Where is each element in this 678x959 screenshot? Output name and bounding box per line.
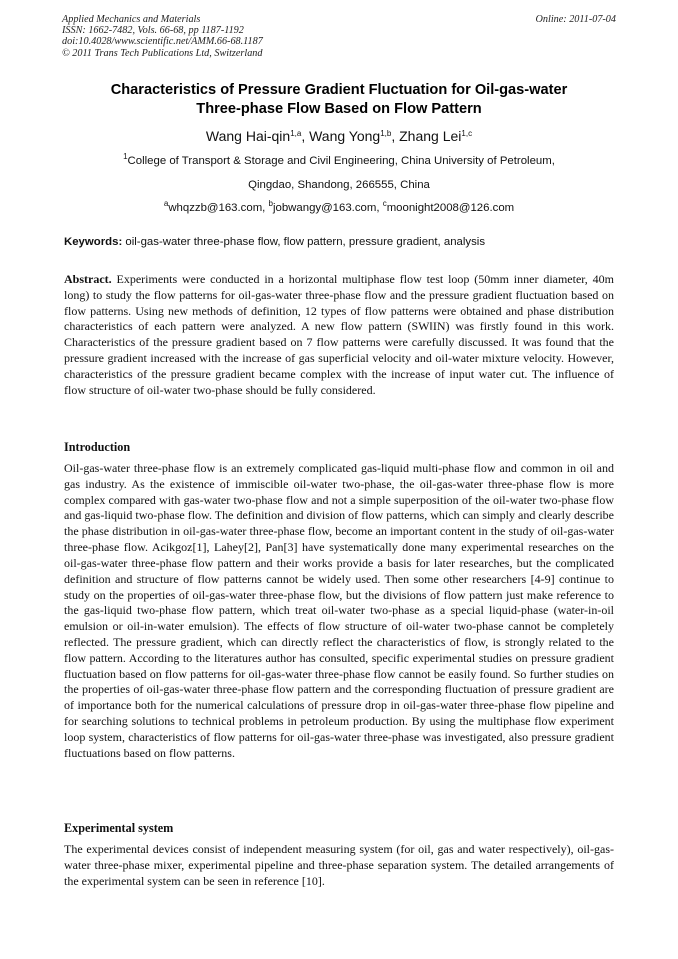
abstract-label: Abstract.	[64, 272, 112, 286]
author-3-name: Zhang Lei	[399, 128, 462, 144]
abstract	[64, 272, 614, 399]
email-list	[62, 201, 616, 216]
email-a-marker: a	[163, 199, 169, 208]
author-2-affil: 1,b	[380, 129, 392, 138]
email-b[interactable]: jobwangy@163.com,	[272, 202, 383, 214]
email-c-marker: c	[382, 199, 387, 208]
affiliation-line-1	[62, 154, 616, 169]
email-b-marker: b	[268, 199, 273, 208]
author-1-affil: 1,a	[290, 129, 302, 138]
author-separator: ,	[391, 128, 400, 144]
affiliation-marker: 1	[123, 152, 128, 161]
keywords-text: oil-gas-water three-phase flow, flow pattern, pressure gradient, analysis	[122, 236, 486, 248]
journal-header	[62, 14, 263, 59]
keywords-label: Keywords:	[64, 236, 123, 248]
online-date: Online: 2011-07-04	[535, 14, 616, 25]
keywords	[64, 235, 616, 250]
introduction-text: Oil-gas-water three-phase flow is an extremely complicated gas-liquid multi-phase flow and common in oil and gas industry. As the existence of immiscible oil-water two-phase, the oil-gas-water three-phase flow is more complex compared with gas-water two-phase flow and not a simple superposition of the oil-water two-phase flow and gas-liquid two-phase flow. The definition and division of flow patterns, which can simply and clearly describe the phase distribution in oil-gas-water three-phase flow, become an important content in the study of oil-gas-water three-phase flow. Acikgoz[1], Lahey[2], Pan[3] have systematically done many experimental researches on the oil-gas-water three-phase flow pattern and their works provide a basis for later researches, but the complicated definition and structure of flow patterns cannot be widely used. Then some other researchers [4-9] continue to study on the properties of oil-gas-water three-phase flow, but the divisions of flow pattern just make reference to the gas-liquid two-phase flow pattern, which treat oil-water two-phase as a special liquid-phase (water-in-oil emulsion or oil-in-water emulsion). The effects of flow structure of oil-water two-phase cannot be completely reflected. The pressure gradient, which can directly reflect the characteristics of flow, is strongly related to the flow pattern. According to the literatures author has consulted, specific experimental studies on pressure gradient fluctuation based on flow patterns for oil-gas-water three-phase flow cannot be easily found. So further studies on the properties of oil-gas-water three-phase flow pattern and the corresponding fluctuation of pressure gradient are of importance both for the numerical calculations of pressure drop in oil-gas-water three-phase flow pipeline and for searching solutions to technical problems in petroleum production. By using the multiphase flow experiment loop system, characteristics of flow patterns for oil-gas-water three-phase was investigated, also pressure gradient fluctuations based on flow patterns.	[64, 461, 614, 760]
affiliation-text-1: College of Transport & Storage and Civil Engineering, China University of Petroleum,	[127, 155, 555, 167]
author-separator: ,	[301, 128, 310, 144]
introduction-heading: Introduction	[64, 440, 131, 454]
affiliation-line-2: Qingdao, Shandong, 266555, China	[248, 179, 430, 191]
email-a[interactable]: whqzzb@163.com,	[168, 202, 269, 214]
experimental-text: The experimental devices consist of independent measuring system (for oil, gas and water respectively), oil-gas-water three-phase mixer, experimental pipeline and three-phase separation system. The detailed arrangements of the experimental system can be seen in reference [10].	[64, 842, 614, 888]
author-list	[62, 127, 616, 145]
email-c[interactable]: moonight2008@126.com	[386, 202, 515, 214]
author-3-affil: 1,c	[461, 129, 473, 138]
title-line-2: Three-phase Flow Based on Flow Pattern	[196, 101, 482, 117]
author-2-name: Wang Yong	[309, 128, 381, 144]
copyright-line: © 2011 Trans Tech Publications Ltd, Switzerland	[62, 47, 263, 59]
experimental-heading: Experimental system	[64, 821, 174, 835]
issn-line: ISSN: 1662-7482, Vols. 66-68, pp 1187-1192	[62, 25, 244, 37]
title-line-1: Characteristics of Pressure Gradient Fluctuation for Oil-gas-water	[110, 82, 568, 98]
paper-title	[62, 81, 616, 119]
author-1-name: Wang Hai-qin	[205, 128, 291, 144]
doi-line: doi:10.4028/www.scientific.net/AMM.66-68.1187	[62, 36, 263, 48]
abstract-text: Experiments were conducted in a horizontal multiphase flow test loop (50mm inner diameter, 40m long) to study the flow patterns for oil-gas-water three-phase flow and the pressure gradient fluctuation based on flow patterns. Using new methods of definition, 12 types of flow patterns were obtained and phase distribution characteristics of each pattern were analyzed. A new flow pattern (SW‖IN) was firstly found in this work. Characteristics of the pressure gradient based on 7 flow patterns were carefully discussed. It was found that the pressure gradient increased with the increase of gas superficial velocity and oil-water mixture velocity. However, characteristics of the pressure gradient became complex with the increase of input water cut. The influence of flow structure of oil-water two-phase should be fully considered.	[64, 272, 614, 397]
journal-name: Applied Mechanics and Materials	[62, 14, 201, 25]
